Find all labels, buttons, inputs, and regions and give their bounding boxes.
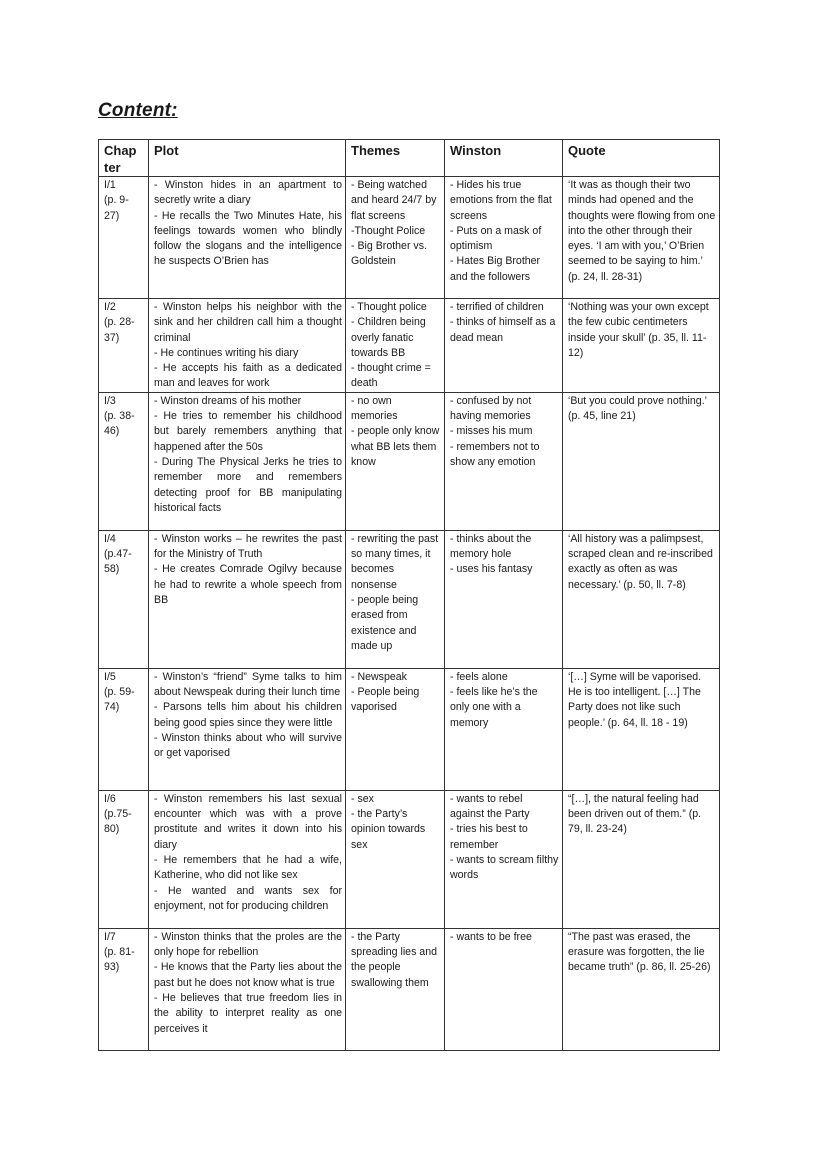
table-row (99, 668, 720, 790)
cell-winston: - wants to be free (445, 928, 563, 1050)
cell-chapter: I/2 (p. 28- 37) (99, 299, 149, 393)
cell-themes: - Newspeak - People being vaporised (346, 668, 445, 790)
cell-quote: ‘Nothing was your own except the few cubic centimeters inside your skull’ (p. 35, ll. 11-12) (563, 299, 720, 393)
cell-themes: - the Party spreading lies and the people swallowing them (346, 928, 445, 1050)
header-quote: Quote (563, 140, 720, 177)
cell-plot: - Winston helps his neighbor with the sink and her children call him a thought criminal - He continues writing his diary - He accepts his faith as a dedicated man and leaves for work (149, 299, 346, 393)
cell-winston: - thinks about the memory hole - uses his fantasy (445, 530, 563, 668)
page-heading: Content: (98, 100, 178, 121)
cell-chapter: I/3 (p. 38- 46) (99, 392, 149, 530)
cell-quote: ‘It was as though their two minds had opened and the thoughts were flowing from one into the other through their eyes. ‘I am with you,’ O’Brien seemed to be saying to him.’ (p. 24, ll. 28-31) (563, 177, 720, 299)
content-table (98, 139, 720, 1051)
cell-plot: - Winston thinks that the proles are the only hope for rebellion - He knows that the Party lies about the past but he does not know what is true - He believes that true freedom lies in the ability to interpret reality as one perceives it (149, 928, 346, 1050)
cell-quote: ‘[…] Syme will be vaporised. He is too intelligent. […] The Party does not like such people.’ (p. 64, ll. 18 - 19) (563, 668, 720, 790)
cell-plot: - Winston remembers his last sexual encounter which was with a prove prostitute and writes it down into his diary - He remembers that he had a wife, Katherine, who did not like sex - He wanted and wants sex for enjoyment, not for producing children (149, 790, 346, 928)
header-themes: Themes (346, 140, 445, 177)
cell-themes: - no own memories - people only know what BB lets them know (346, 392, 445, 530)
table-row (99, 392, 720, 530)
table-header-row (99, 140, 720, 177)
cell-themes: - Thought police - Children being overly fanatic towards BB - thought crime = death (346, 299, 445, 393)
cell-plot: - Winston’s “friend” Syme talks to him about Newspeak during their lunch time - Parsons tells him about his children being good spies since they were little - Winston thinks about who will survive or get vaporised (149, 668, 346, 790)
cell-themes: - Being watched and heard 24/7 by flat screens -Thought Police - Big Brother vs. Goldstein (346, 177, 445, 299)
cell-winston: - Hides his true emotions from the flat screens - Puts on a mask of optimism - Hates Big Brother and the followers (445, 177, 563, 299)
table-row (99, 928, 720, 1050)
cell-quote: “The past was erased, the erasure was forgotten, the lie became truth” (p. 86, ll. 25-26) (563, 928, 720, 1050)
cell-winston: - confused by not having memories - misses his mum - remembers not to show any emotion (445, 392, 563, 530)
cell-plot: - Winston works – he rewrites the past for the Ministry of Truth - He creates Comrade Ogilvy because he had to rewrite a whole speech from BB (149, 530, 346, 668)
cell-themes: - rewriting the past so many times, it becomes nonsense - people being erased from existence and made up (346, 530, 445, 668)
cell-winston: - terrified of children - thinks of himself as a dead mean (445, 299, 563, 393)
cell-chapter: I/6 (p.75- 80) (99, 790, 149, 928)
cell-chapter: I/7 (p. 81- 93) (99, 928, 149, 1050)
header-winston: Winston (445, 140, 563, 177)
cell-winston: - feels alone - feels like he’s the only one with a memory (445, 668, 563, 790)
cell-quote: “[…], the natural feeling had been driven out of them.” (p. 79, ll. 23-24) (563, 790, 720, 928)
cell-quote: ‘All history was a palimpsest, scraped clean and re-inscribed exactly as often as was necessary.’ (p. 50, ll. 7-8) (563, 530, 720, 668)
cell-plot: - Winston hides in an apartment to secretly write a diary - He recalls the Two Minutes Hate, his feelings towards women who blindly follow the slogans and the intelligence he suspects O’Brien has (149, 177, 346, 299)
table-row (99, 299, 720, 393)
header-plot: Plot (149, 140, 346, 177)
cell-plot: - Winston dreams of his mother - He tries to remember his childhood but barely remembers anything that happened after the 50s - During The Physical Jerks he tries to remember more and remembers detecting proof for BB manipulating historical facts (149, 392, 346, 530)
cell-themes: - sex - the Party’s opinion towards sex (346, 790, 445, 928)
header-chapter: Chap ter (99, 140, 149, 177)
cell-quote: ‘But you could prove nothing.’ (p. 45, line 21) (563, 392, 720, 530)
cell-winston: - wants to rebel against the Party - tries his best to remember - wants to scream filthy words (445, 790, 563, 928)
cell-chapter: I/4 (p.47- 58) (99, 530, 149, 668)
table-row (99, 790, 720, 928)
table-row (99, 177, 720, 299)
cell-chapter: I/1 (p. 9- 27) (99, 177, 149, 299)
cell-chapter: I/5 (p. 59- 74) (99, 668, 149, 790)
table-row (99, 530, 720, 668)
